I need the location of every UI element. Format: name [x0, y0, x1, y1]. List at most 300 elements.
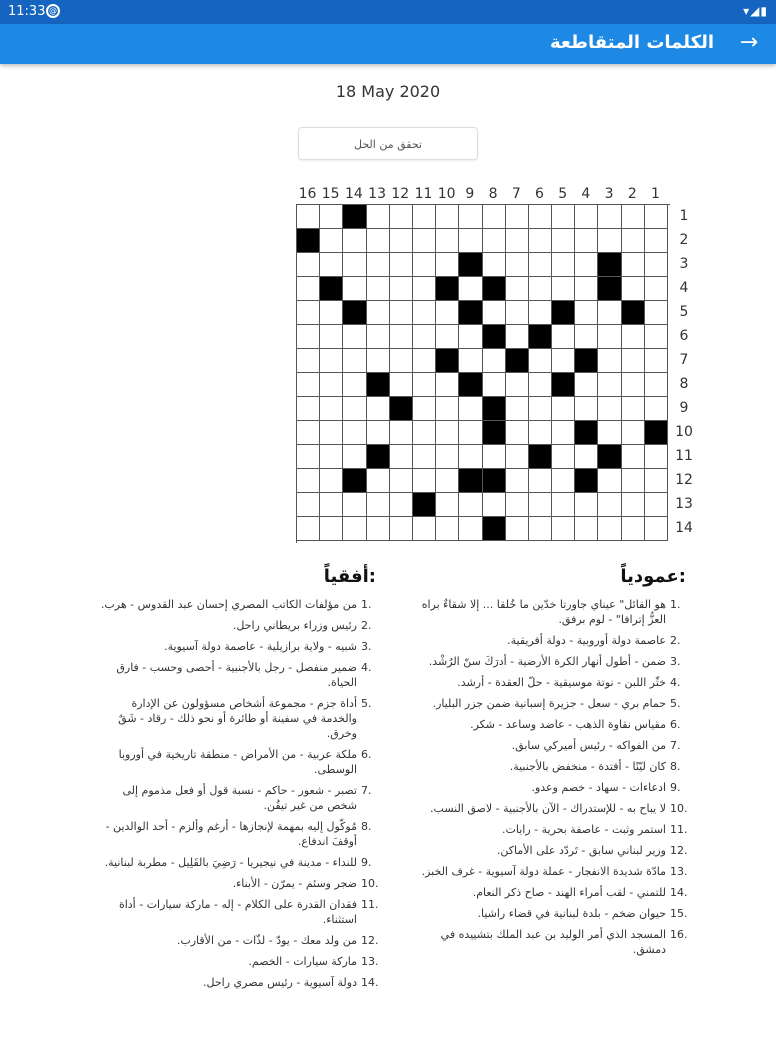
grid-cell[interactable]: [320, 301, 343, 325]
grid-cell[interactable]: [320, 373, 343, 397]
grid-cell[interactable]: [645, 277, 668, 301]
grid-cell[interactable]: [506, 469, 529, 493]
column-number: 4: [581, 186, 591, 202]
clue-number: 13.: [361, 955, 379, 968]
grid-cell[interactable]: [413, 445, 436, 469]
grid-cell[interactable]: [343, 397, 366, 421]
grid-cell[interactable]: [506, 277, 529, 301]
grid-cell[interactable]: [575, 493, 598, 517]
grid-cell-black: [459, 301, 482, 325]
across-clues-list: [98, 597, 383, 996]
grid-cell[interactable]: [320, 493, 343, 517]
grid-cell[interactable]: [622, 397, 645, 421]
clue-text: عاصمة دولة أوروبية - دولة أفريقية.: [507, 634, 666, 647]
down-clues-title: عمودياً:: [620, 566, 686, 587]
grid-cell[interactable]: [622, 493, 645, 517]
grid-cell[interactable]: [320, 253, 343, 277]
grid-cell[interactable]: [436, 445, 459, 469]
down-clue: [416, 906, 692, 921]
grid-cell[interactable]: [645, 205, 668, 229]
grid-cell[interactable]: [436, 253, 459, 277]
grid-cell[interactable]: [413, 421, 436, 445]
grid-cell[interactable]: [622, 253, 645, 277]
column-number: 1: [651, 186, 660, 202]
grid-cell[interactable]: [622, 229, 645, 253]
row-number: 6: [679, 328, 689, 344]
grid-cell[interactable]: [598, 325, 621, 349]
grid-cell[interactable]: [413, 517, 436, 541]
grid-cell[interactable]: [367, 517, 390, 541]
grid-cell[interactable]: [622, 373, 645, 397]
grid-cell[interactable]: [413, 325, 436, 349]
clue-number: 13.: [670, 865, 688, 878]
grid-cell[interactable]: [367, 229, 390, 253]
grid-cell[interactable]: [367, 325, 390, 349]
across-clue: [98, 783, 383, 813]
clue-number: 12.: [361, 934, 379, 947]
grid-cell[interactable]: [436, 421, 459, 445]
grid-cell[interactable]: [552, 253, 575, 277]
column-number: 10: [437, 186, 456, 202]
grid-cell[interactable]: [575, 517, 598, 541]
down-clue: [416, 801, 692, 816]
grid-cell-black: [575, 421, 598, 445]
grid-cell[interactable]: [367, 397, 390, 421]
clue-number: 7.: [361, 784, 372, 797]
across-clue: [98, 954, 383, 969]
grid-cell[interactable]: [459, 205, 482, 229]
grid-cell[interactable]: [297, 397, 320, 421]
grid-cell[interactable]: [645, 349, 668, 373]
app-bar: [0, 24, 776, 64]
grid-cell[interactable]: [367, 205, 390, 229]
clue-number: 9.: [670, 781, 681, 794]
column-number: 15: [321, 186, 340, 202]
grid-cell[interactable]: [622, 349, 645, 373]
grid-cell[interactable]: [413, 277, 436, 301]
grid-cell[interactable]: [506, 421, 529, 445]
grid-cell[interactable]: [390, 517, 413, 541]
grid-cell[interactable]: [390, 277, 413, 301]
grid-cell[interactable]: [413, 205, 436, 229]
clue-number: 6.: [670, 718, 681, 731]
grid-cell[interactable]: [483, 349, 506, 373]
grid-cell-black: [483, 277, 506, 301]
grid-cell[interactable]: [459, 517, 482, 541]
grid-cell[interactable]: [459, 445, 482, 469]
clue-text: أداة جزم - مجموعة أشخاص مسؤولون عن الإدارة والخدمة في سفينة أو طائرة أو نحو ذلك - رقاد - شَقٌ وخرق.: [118, 697, 357, 740]
clue-number: 10.: [361, 877, 379, 890]
down-clues-list: [416, 597, 692, 963]
grid-cell-black: [552, 373, 575, 397]
grid-cell[interactable]: [297, 349, 320, 373]
grid-cell[interactable]: [459, 421, 482, 445]
grid-cell[interactable]: [529, 421, 552, 445]
grid-cell[interactable]: [320, 229, 343, 253]
clue-number: 7.: [670, 739, 681, 752]
grid-cell[interactable]: [645, 253, 668, 277]
grid-cell[interactable]: [390, 493, 413, 517]
row-number: 12: [675, 472, 693, 488]
column-number: 12: [391, 186, 410, 202]
grid-cell[interactable]: [529, 229, 552, 253]
grid-cell[interactable]: [436, 325, 459, 349]
grid-cell[interactable]: [320, 445, 343, 469]
clue-number: 14.: [361, 976, 379, 989]
grid-cell[interactable]: [459, 397, 482, 421]
grid-cell[interactable]: [413, 229, 436, 253]
grid-cell-black: [483, 469, 506, 493]
clue-text: ادعاءات - سهاد - خصم وعدو.: [531, 781, 666, 794]
grid-cell[interactable]: [436, 517, 459, 541]
grid-cell[interactable]: [622, 325, 645, 349]
grid-cell[interactable]: [552, 445, 575, 469]
down-clue: [416, 822, 692, 837]
grid-cell[interactable]: [552, 325, 575, 349]
grid-cell[interactable]: [297, 517, 320, 541]
clue-text: من ولد معك - يودّ - لذّات - من الأقارب.: [176, 934, 357, 947]
grid-cell-black: [529, 325, 552, 349]
grid-cell[interactable]: [645, 493, 668, 517]
grid-cell[interactable]: [320, 421, 343, 445]
grid-cell[interactable]: [598, 229, 621, 253]
grid-cell[interactable]: [483, 253, 506, 277]
grid-cell-black: [390, 397, 413, 421]
grid-cell[interactable]: [529, 493, 552, 517]
grid-cell[interactable]: [506, 373, 529, 397]
grid-cell-black: [343, 469, 366, 493]
check-solution-button[interactable]: تحقق من الحل: [298, 127, 478, 160]
clue-number: 15.: [670, 907, 688, 920]
grid-cell[interactable]: [529, 253, 552, 277]
clue-number: 4.: [670, 676, 681, 689]
row-number: 14: [675, 520, 693, 536]
column-number: 14: [344, 186, 363, 202]
grid-cell[interactable]: [320, 325, 343, 349]
grid-cell[interactable]: [297, 373, 320, 397]
grid-cell[interactable]: [483, 205, 506, 229]
across-clue: [98, 876, 383, 891]
grid-cell[interactable]: [506, 253, 529, 277]
clue-text: حيوان ضخم - بلدة لبنانية في قضاء راشيا.: [477, 907, 666, 920]
grid-cell[interactable]: [297, 205, 320, 229]
clue-text: لا يباح به - للإستدراك - الآن بالأجنبية - لاصق النسب.: [430, 802, 666, 815]
grid-cell[interactable]: [343, 421, 366, 445]
grid-cell[interactable]: [343, 349, 366, 373]
grid-cell[interactable]: [598, 349, 621, 373]
grid-cell[interactable]: [297, 301, 320, 325]
grid-cell-black: [598, 253, 621, 277]
status-bar: [0, 0, 776, 24]
grid-cell[interactable]: [645, 469, 668, 493]
grid-cell[interactable]: [390, 445, 413, 469]
grid-cell-black: [598, 277, 621, 301]
grid-cell[interactable]: [506, 517, 529, 541]
grid-cell-black: [529, 445, 552, 469]
grid-cell[interactable]: [390, 349, 413, 373]
grid-cell[interactable]: [367, 493, 390, 517]
down-clue: [416, 780, 692, 795]
clue-number: 11.: [670, 823, 688, 836]
grid-cell[interactable]: [459, 493, 482, 517]
grid-cell[interactable]: [483, 373, 506, 397]
grid-cell[interactable]: [552, 517, 575, 541]
row-number: 11: [675, 448, 693, 464]
grid-cell-black: [297, 229, 320, 253]
grid-cell[interactable]: [413, 397, 436, 421]
row-number: 2: [679, 232, 689, 248]
clue-number: 3.: [361, 640, 372, 653]
row-number: 13: [675, 496, 693, 512]
down-clue: [416, 654, 692, 669]
page-title: الكلمات المتقاطعة: [549, 32, 714, 53]
grid-cell[interactable]: [645, 445, 668, 469]
grid-cell[interactable]: [622, 517, 645, 541]
grid-cell-black: [575, 469, 598, 493]
clue-number: 11.: [361, 898, 379, 911]
grid-cell[interactable]: [506, 493, 529, 517]
across-clue: [98, 747, 383, 777]
grid-cell[interactable]: [320, 517, 343, 541]
grid-cell[interactable]: [645, 325, 668, 349]
grid-cell[interactable]: [436, 493, 459, 517]
grid-cell[interactable]: [529, 301, 552, 325]
clue-text: ماركة سيارات - الخصم.: [248, 955, 357, 968]
grid-cell[interactable]: [529, 205, 552, 229]
grid-cell-black: [575, 349, 598, 373]
clue-text: فقدان القدرة على الكلام - إله - ماركة سيارات - أداة استثناء.: [118, 898, 357, 926]
grid-cell[interactable]: [413, 301, 436, 325]
grid-cell[interactable]: [506, 229, 529, 253]
grid-cell[interactable]: [367, 277, 390, 301]
column-number: 11: [414, 186, 433, 202]
grid-cell-black: [483, 325, 506, 349]
grid-cell[interactable]: [343, 277, 366, 301]
column-numbers: [296, 186, 670, 202]
grid-cell[interactable]: [598, 301, 621, 325]
grid-cell[interactable]: [483, 493, 506, 517]
grid-cell[interactable]: [436, 229, 459, 253]
clue-number: 4.: [361, 661, 372, 674]
clue-number: 2.: [361, 619, 372, 632]
clue-number: 8.: [361, 820, 372, 833]
grid-cell[interactable]: [367, 469, 390, 493]
grid-cell[interactable]: [529, 397, 552, 421]
grid-cell[interactable]: [390, 325, 413, 349]
row-number: 1: [679, 208, 689, 224]
clue-text: خثّر اللبن - نوتة موسيقية - حلّ العقدة - أرشد.: [457, 676, 666, 689]
clue-text: ملكة عربية - من الأمراض - منطقة تاريخية في أوروبا الوسطى.: [118, 748, 357, 776]
down-clue: [416, 759, 692, 774]
grid-cell[interactable]: [575, 301, 598, 325]
grid-cell[interactable]: [297, 277, 320, 301]
grid-cell[interactable]: [529, 517, 552, 541]
clue-number: 1.: [670, 598, 681, 611]
grid-cell[interactable]: [483, 445, 506, 469]
grid-cell[interactable]: [552, 397, 575, 421]
grid-cell[interactable]: [320, 205, 343, 229]
grid-cell[interactable]: [645, 517, 668, 541]
grid-cell[interactable]: [506, 445, 529, 469]
grid-cell[interactable]: [552, 493, 575, 517]
grid-cell[interactable]: [390, 421, 413, 445]
clue-text: تصبر - شعور - حاكم - نسبة قول أو فعل مذموم إلى شخص من غير تيقُن.: [122, 784, 357, 812]
across-clues-title: أفقياً:: [323, 566, 376, 587]
grid-cell[interactable]: [320, 397, 343, 421]
grid-cell-black: [459, 253, 482, 277]
grid-cell[interactable]: [506, 325, 529, 349]
grid-cell[interactable]: [598, 205, 621, 229]
grid-cell[interactable]: [297, 421, 320, 445]
grid-cell[interactable]: [343, 517, 366, 541]
grid-cell[interactable]: [529, 349, 552, 373]
grid-cell-black: [645, 421, 668, 445]
grid-cell[interactable]: [645, 301, 668, 325]
grid-cell[interactable]: [529, 277, 552, 301]
clue-text: كان ليّنًا - أفتدة - منخفض بالأجنبية.: [509, 760, 666, 773]
grid-cell[interactable]: [575, 205, 598, 229]
grid-cell[interactable]: [622, 445, 645, 469]
clue-number: 1.: [361, 598, 372, 611]
across-clue: [98, 819, 383, 849]
clue-text: رئيس وزراء بريطاني راحل.: [232, 619, 357, 632]
grid-cell[interactable]: [436, 301, 459, 325]
grid-cell-black: [459, 469, 482, 493]
grid-cell[interactable]: [390, 469, 413, 493]
grid-cell[interactable]: [552, 421, 575, 445]
clue-number: 5.: [670, 697, 681, 710]
grid-cell[interactable]: [459, 349, 482, 373]
grid-cell[interactable]: [413, 373, 436, 397]
grid-cell-black: [320, 277, 343, 301]
grid-cell[interactable]: [459, 277, 482, 301]
clue-number: 12.: [670, 844, 688, 857]
grid-cell-black: [367, 445, 390, 469]
grid-cell[interactable]: [575, 253, 598, 277]
grid-cell[interactable]: [552, 229, 575, 253]
grid-cell[interactable]: [343, 445, 366, 469]
grid-cell[interactable]: [436, 469, 459, 493]
notification-icon: @: [46, 4, 60, 18]
grid-cell-black: [483, 397, 506, 421]
grid-cell[interactable]: [529, 469, 552, 493]
grid-cell[interactable]: [598, 517, 621, 541]
grid-cell[interactable]: [367, 301, 390, 325]
crossword-grid: [296, 204, 670, 543]
row-number: 4: [679, 280, 689, 296]
grid-cell[interactable]: [483, 301, 506, 325]
clue-number: 5.: [361, 697, 372, 710]
grid-cell[interactable]: [622, 469, 645, 493]
grid-cell[interactable]: [622, 277, 645, 301]
grid-cell[interactable]: [320, 349, 343, 373]
grid-cell[interactable]: [436, 397, 459, 421]
grid-cell[interactable]: [575, 325, 598, 349]
grid-cell[interactable]: [436, 373, 459, 397]
grid-cell[interactable]: [552, 349, 575, 373]
grid-cell[interactable]: [390, 253, 413, 277]
grid-cell[interactable]: [297, 325, 320, 349]
grid-cell[interactable]: [552, 205, 575, 229]
down-clue: [416, 885, 692, 900]
grid-cell[interactable]: [297, 493, 320, 517]
grid-cell-black: [436, 349, 459, 373]
clue-number: 6.: [361, 748, 372, 761]
grid-cell[interactable]: [552, 277, 575, 301]
grid-cell[interactable]: [390, 373, 413, 397]
across-clue: [98, 933, 383, 948]
grid-cell[interactable]: [413, 253, 436, 277]
grid-cell[interactable]: [343, 229, 366, 253]
clue-text: مادّة شديدة الانفجار - عملة دولة آسيوية - غرف الخبز.: [421, 865, 666, 878]
grid-cell[interactable]: [575, 229, 598, 253]
grid-cell[interactable]: [598, 421, 621, 445]
grid-cell[interactable]: [575, 373, 598, 397]
column-number: 8: [488, 186, 498, 202]
grid-cell[interactable]: [459, 229, 482, 253]
grid-cell[interactable]: [297, 469, 320, 493]
grid-cell[interactable]: [343, 493, 366, 517]
grid-cell[interactable]: [622, 205, 645, 229]
grid-cell[interactable]: [622, 421, 645, 445]
grid-cell[interactable]: [297, 445, 320, 469]
grid-cell[interactable]: [506, 301, 529, 325]
grid-cell[interactable]: [598, 373, 621, 397]
grid-cell[interactable]: [645, 373, 668, 397]
grid-cell[interactable]: [645, 397, 668, 421]
column-number: 13: [368, 186, 386, 202]
grid-cell[interactable]: [390, 205, 413, 229]
grid-cell[interactable]: [598, 493, 621, 517]
grid-cell[interactable]: [552, 469, 575, 493]
grid-cell[interactable]: [575, 277, 598, 301]
grid-cell-black: [483, 517, 506, 541]
clue-number: 14.: [670, 886, 688, 899]
grid-cell[interactable]: [459, 325, 482, 349]
down-clue: [416, 864, 692, 879]
status-icons: ▾◢▮: [743, 4, 768, 18]
grid-cell[interactable]: [529, 373, 552, 397]
grid-cell[interactable]: [436, 205, 459, 229]
grid-cell[interactable]: [645, 229, 668, 253]
grid-cell[interactable]: [367, 349, 390, 373]
grid-cell[interactable]: [367, 253, 390, 277]
grid-cell[interactable]: [320, 469, 343, 493]
grid-cell[interactable]: [413, 469, 436, 493]
grid-cell[interactable]: [343, 253, 366, 277]
grid-cell[interactable]: [343, 373, 366, 397]
clue-text: ضمن - أطول أنهار الكرة الأرضية - أدرَكَ سنّ الرُشْد.: [428, 655, 666, 668]
grid-cell[interactable]: [390, 301, 413, 325]
clue-text: من مؤلفات الكاتب المصري إحسان عبد القدوس - هرب.: [100, 598, 357, 611]
grid-cell[interactable]: [598, 469, 621, 493]
grid-cell[interactable]: [575, 397, 598, 421]
grid-cell[interactable]: [506, 397, 529, 421]
clue-text: شبيه - ولاية برازيلية - عاصمة دولة آسيوية.: [164, 640, 357, 653]
back-arrow-icon[interactable]: →: [739, 30, 759, 55]
grid-cell[interactable]: [575, 445, 598, 469]
grid-cell[interactable]: [598, 397, 621, 421]
grid-cell[interactable]: [343, 325, 366, 349]
grid-cell[interactable]: [297, 253, 320, 277]
grid-cell[interactable]: [390, 229, 413, 253]
clue-text: مُوكّول إليه بمهمة لإنجازها - أرغم وألزم - أحد الوالدين - أوقفَ اندفاع.: [105, 820, 357, 848]
grid-cell[interactable]: [367, 421, 390, 445]
row-number: 10: [675, 424, 693, 440]
grid-cell[interactable]: [506, 205, 529, 229]
grid-cell[interactable]: [413, 349, 436, 373]
grid-cell[interactable]: [483, 229, 506, 253]
